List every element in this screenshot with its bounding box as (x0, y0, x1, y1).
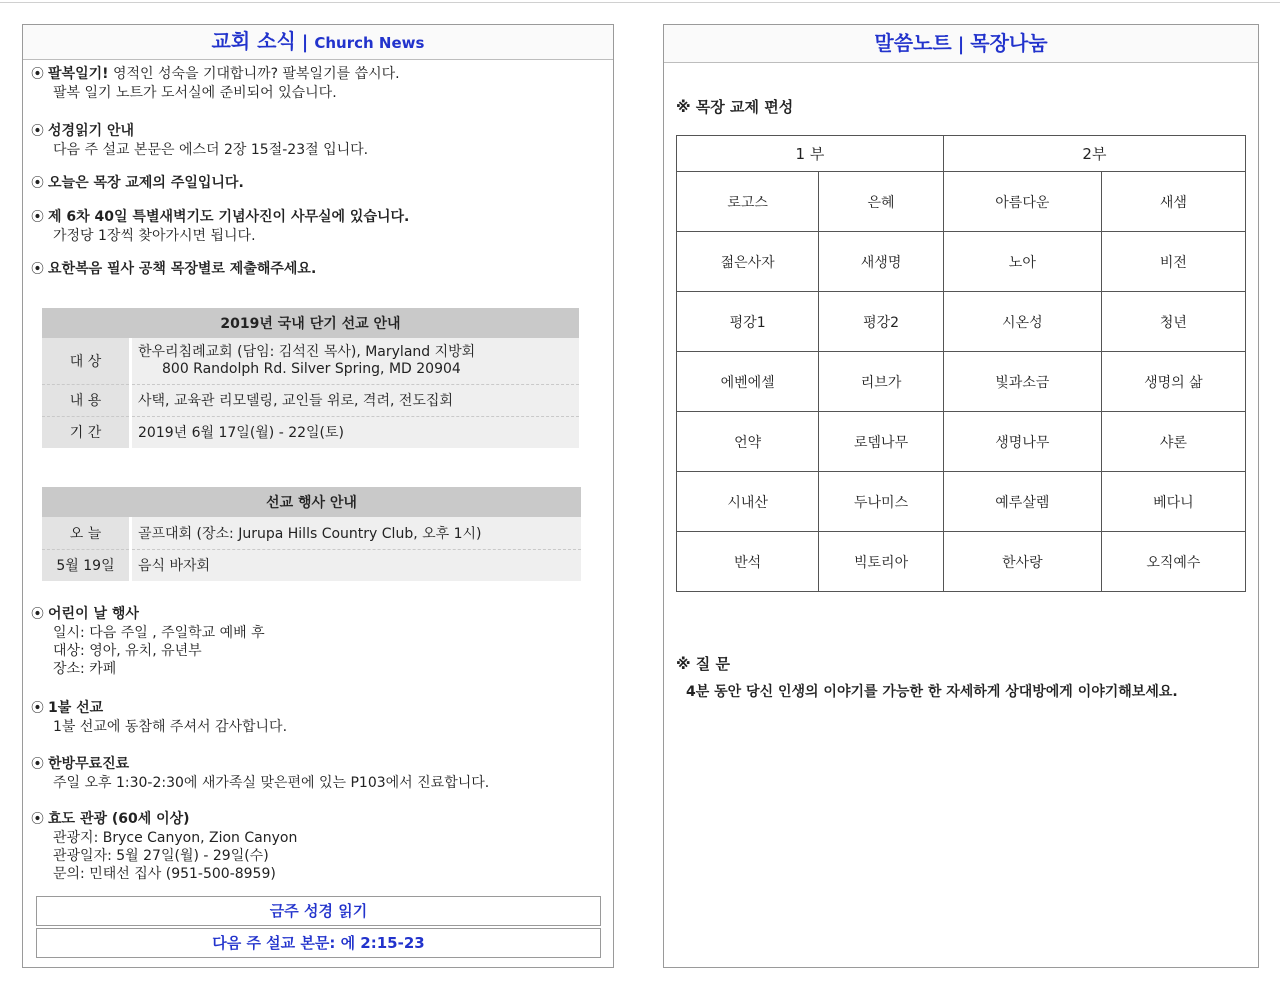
cell-group-name: 오직예수 (1101, 532, 1245, 592)
cell-group-name: 두나미스 (819, 472, 944, 532)
cell-group-name: 시내산 (677, 472, 819, 532)
cell-group-name: 생명나무 (943, 412, 1101, 472)
table-row: 5월 19일 음식 바자회 (42, 549, 581, 581)
cell-sharing-title: 목장나눔 (970, 31, 1048, 55)
table-row: 대 상 한우리침례교회 (담임: 김석진 목사), Maryland 지방회 800 Randolph Rd. Silver Spring, MD 20904 (42, 338, 579, 384)
cell-group-name: 리브가 (819, 352, 944, 412)
cell-group-name: 젊은사자 (677, 232, 819, 292)
question-title: ※ 질 문 (676, 655, 731, 673)
cell-group-name: 베다니 (1101, 472, 1245, 532)
news-item-bible-reading: ⦿ 성경읽기 안내 다음 주 설교 본문은 에스더 2장 15절-23절 입니다. (31, 123, 369, 158)
page-top-divider (0, 2, 1280, 3)
cell-group-name: 반석 (677, 532, 819, 592)
cell-group-name: 로뎀나무 (819, 412, 944, 472)
church-news-title-en: Church News (314, 34, 425, 52)
table-row (677, 232, 1246, 292)
cell-group-name: 아름다운 (943, 172, 1101, 232)
group-1-header: 1 부 (677, 136, 944, 172)
bullet-icon: ⦿ (31, 124, 45, 139)
sermon-note-title: 말씀노트 (874, 31, 952, 55)
news-item-one-dollar-mission: ⦿ 1불 선교 1불 선교에 동참해 주셔서 감사합니다. (31, 700, 288, 735)
cell-group-name: 청년 (1101, 292, 1245, 352)
cell-group-name: 노아 (943, 232, 1101, 292)
group-assignment-title: ※ 목장 교제 편성 (676, 98, 794, 116)
header-separator: | (957, 34, 965, 55)
news-item-prayer-photo: ⦿ 제 6차 40일 특별새벽기도 기념사진이 사무실에 있습니다. 가정당 1장씩 찾아가시면 됩니다. (31, 209, 410, 244)
cell-group-name: 평강2 (819, 292, 944, 352)
church-news-header (23, 25, 613, 60)
cell-group-name: 비전 (1101, 232, 1245, 292)
table-row (677, 172, 1246, 232)
news-item-blessing-diary: ⦿ 팔복일기! 영적인 성숙을 기대합니까? 팔복일기를 씁시다. 팔복 일기 노트가 도서실에 준비되어 있습니다. (31, 66, 400, 101)
bullet-icon: ⦿ (31, 176, 45, 191)
sermon-note-header (664, 25, 1258, 63)
table-header-row (677, 136, 1246, 172)
news-item-childrens-day: ⦿ 어린이 날 행사 일시: 다음 주일 , 주일학교 예배 후 대상: 영아, 유치, 유년부 장소: 카페 (31, 606, 265, 677)
cell-group-name: 빅토리아 (819, 532, 944, 592)
bullet-icon: ⦿ (31, 67, 45, 82)
cell-group-name: 은혜 (819, 172, 944, 232)
table-row (677, 412, 1246, 472)
table-row: 내 용 사택, 교육관 리모델링, 교인들 위로, 격려, 전도집회 (42, 384, 579, 416)
cell-group-name: 평강1 (677, 292, 819, 352)
table-row (677, 352, 1246, 412)
news-item-senior-tour: ⦿ 효도 관광 (60세 이상) 관광지: Bryce Canyon, Zion Canyon 관광일자: 5월 27일(월) - 29일(수) 문의: 민태선 집사 (951-500-8959) (31, 811, 298, 882)
bullet-icon: ⦿ (31, 757, 45, 772)
bullet-icon: ⦿ (31, 210, 45, 225)
cell-group-name: 새샘 (1101, 172, 1245, 232)
bullet-icon: ⦿ (31, 607, 45, 622)
cell-group-name: 에벤에셀 (677, 352, 819, 412)
church-news-title-ko: 교회 소식 (211, 29, 296, 53)
table-row: 기 간 2019년 6월 17일(월) - 22일(토) (42, 416, 579, 448)
cell-group-name: 예루살렘 (943, 472, 1101, 532)
cell-group-name: 샤론 (1101, 412, 1245, 472)
table-row (677, 472, 1246, 532)
question-text: 4분 동안 당신 인생의 이야기를 가능한 한 자세하게 상대방에게 이야기해보세요. (686, 684, 1178, 700)
header-separator: | (301, 32, 309, 53)
news-item-john-notebook: ⦿ 요한복음 필사 공책 목장별로 제출해주세요. (31, 261, 317, 277)
cell-group-name: 언약 (677, 412, 819, 472)
news-item-oriental-clinic: ⦿ 한방무료진료 주일 오후 1:30-2:30에 새가족실 맞은편에 있는 P103에서 진료합니다. (31, 756, 490, 791)
sermon-note-panel (663, 24, 1259, 968)
cell-group-name: 로고스 (677, 172, 819, 232)
table-row (677, 532, 1246, 592)
table-row (677, 292, 1246, 352)
table-row: 오 늘 골프대회 (장소: Jurupa Hills Country Club, 오후 1시) (42, 517, 581, 549)
cell-group-name: 한사랑 (943, 532, 1101, 592)
church-news-panel (22, 24, 614, 968)
weekly-bible-reading-title: 금주 성경 읽기 (36, 896, 601, 926)
group-2-header: 2부 (943, 136, 1245, 172)
bullet-icon: ⦿ (31, 262, 45, 277)
bullet-icon: ⦿ (31, 812, 45, 827)
cell-group-table (676, 135, 1246, 592)
cell-group-name: 새생명 (819, 232, 944, 292)
cell-group-name: 생명의 삶 (1101, 352, 1245, 412)
next-week-sermon-text: 다음 주 설교 본문: 에 2:15-23 (36, 928, 601, 958)
mission-event-table (42, 487, 581, 581)
mission-table-caption: 2019년 국내 단기 선교 안내 (42, 308, 579, 338)
cell-group-name: 시온성 (943, 292, 1101, 352)
news-item-fellowship-sunday: ⦿ 오늘은 목장 교제의 주일입니다. (31, 175, 244, 191)
bullet-icon: ⦿ (31, 701, 45, 716)
cell-group-name: 빛과소금 (943, 352, 1101, 412)
domestic-mission-table (42, 308, 579, 448)
event-table-caption: 선교 행사 안내 (42, 487, 581, 517)
